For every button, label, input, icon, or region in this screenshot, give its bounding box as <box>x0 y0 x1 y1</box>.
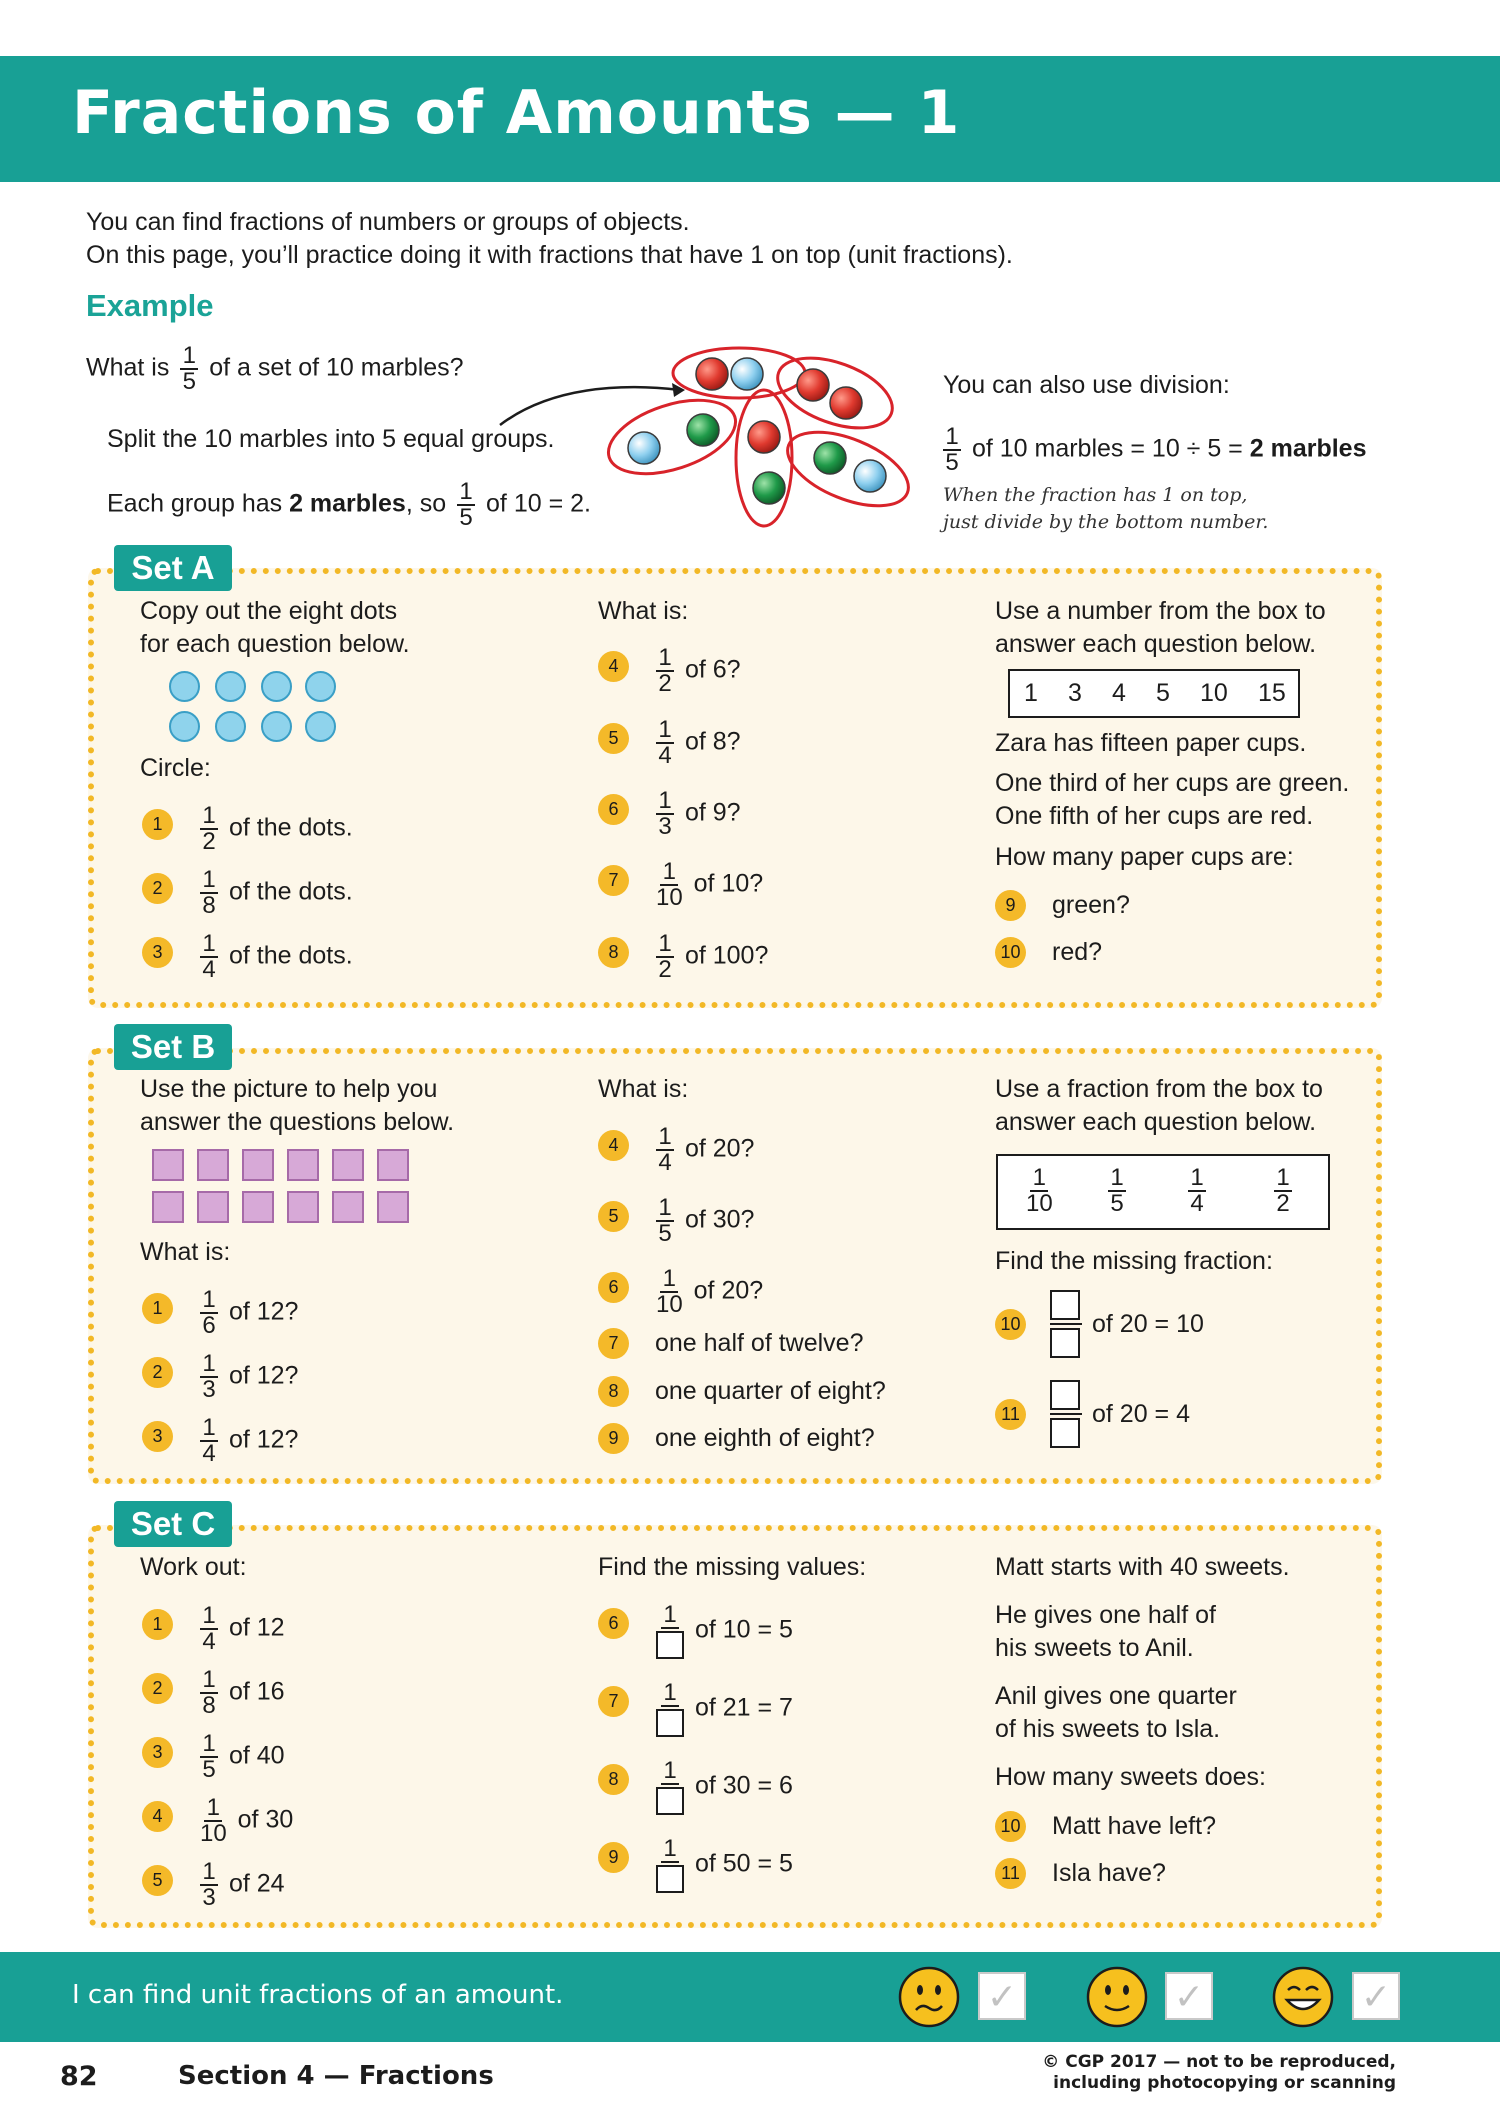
dot <box>169 711 200 742</box>
square <box>197 1191 229 1223</box>
set-c-col2-heading: Find the missing values: <box>598 1553 867 1581</box>
question: Matt have left? <box>1052 1812 1216 1840</box>
question-number: 4 <box>142 1801 173 1832</box>
question-number: 1 <box>142 1293 173 1324</box>
fraction: $\frac{1}{10}$ <box>656 1265 683 1318</box>
green-marble <box>753 472 785 504</box>
fraction: $\frac{1}{10}$ <box>656 858 683 911</box>
question-number: 8 <box>598 937 629 968</box>
example-note-1: When the fraction has 1 on top, <box>943 484 1248 506</box>
zara-line-1: Zara has fifteen paper cups. <box>995 729 1307 757</box>
question-number: 10 <box>995 937 1026 968</box>
fraction: $\frac{1}{8}$ <box>200 868 218 918</box>
question: Isla have? <box>1052 1859 1166 1887</box>
fraction: $\frac{1}{8}$ <box>200 1668 218 1718</box>
happy-face-icon <box>1272 1966 1334 2028</box>
fraction: $\frac{1}{4}$ <box>656 1125 674 1175</box>
set-a-col3-instruction-1: Use a number from the box to <box>995 597 1326 625</box>
fraction: $\frac{1}{3}$ <box>656 789 674 839</box>
set-b-tab: Set B <box>114 1024 232 1070</box>
red-marble <box>748 421 780 453</box>
square <box>377 1191 409 1223</box>
fraction: $\frac{1}{5}$ <box>943 425 961 475</box>
question: $\frac{1}{10}$ of 20? <box>656 1265 764 1318</box>
box-number: 1 <box>1024 679 1038 707</box>
question-number: 7 <box>598 1328 629 1359</box>
fraction: $\frac{1}{3}$ <box>200 1860 218 1910</box>
question: 1 of 30 = 6 <box>652 1759 793 1815</box>
square <box>287 1149 319 1181</box>
intro-line-1: You can find fractions of numbers or groups of objects. <box>86 208 690 236</box>
question-number: 8 <box>598 1764 629 1795</box>
question: $\frac{1}{3}$ of 24 <box>196 1860 285 1910</box>
fraction: $\frac{1}{4}$ <box>1188 1166 1206 1216</box>
question-number: 7 <box>598 865 629 896</box>
fraction: 1 <box>656 1837 684 1893</box>
question-number: 11 <box>995 1399 1026 1430</box>
fraction: $\frac{1}{5}$ <box>656 1196 674 1246</box>
question-number: 2 <box>142 873 173 904</box>
fraction: $\frac{1}{5}$ <box>200 1732 218 1782</box>
question-number: 9 <box>598 1423 629 1454</box>
set-b-instruction-1: Use the picture to help you <box>140 1075 438 1103</box>
example-split-text: Split the 10 marbles into 5 equal groups. <box>107 425 555 453</box>
green-marble <box>814 442 846 474</box>
number-box <box>1008 669 1300 718</box>
box-number: 4 <box>1112 679 1126 707</box>
fraction: $\frac{1}{4}$ <box>200 1416 218 1466</box>
question-number: 3 <box>142 937 173 968</box>
box-number: 5 <box>1156 679 1170 707</box>
question-number: 8 <box>598 1376 629 1407</box>
answer-box[interactable] <box>656 1631 684 1659</box>
fraction: $\frac{1}{6}$ <box>200 1288 218 1338</box>
circle-label: Circle: <box>140 754 211 782</box>
dot <box>215 671 246 702</box>
red-marble <box>830 387 862 419</box>
question-number: 2 <box>142 1357 173 1388</box>
fraction: $\frac{1}{10}$ <box>1026 1164 1053 1217</box>
box-number: 10 <box>1200 679 1228 707</box>
page-title: Fractions of Amounts — 1 <box>72 78 961 148</box>
dot <box>261 711 292 742</box>
square <box>152 1191 184 1223</box>
question: $\frac{1}{8}$ of the dots. <box>196 868 353 918</box>
question: of 20 = 10 <box>1092 1310 1204 1338</box>
set-a-tab: Set A <box>114 545 232 591</box>
question-number: 1 <box>142 809 173 840</box>
example-question: What is $\frac{1}{5}$ of a set of 10 marbles? <box>86 342 464 395</box>
question: one quarter of eight? <box>655 1377 886 1405</box>
zara-line-4: How many paper cups are: <box>995 843 1294 871</box>
question: $\frac{1}{5}$ of 40 <box>196 1732 285 1782</box>
checkbox-confident[interactable]: ✓ <box>1352 1972 1400 2020</box>
question-number: 5 <box>598 723 629 754</box>
question-number: 2 <box>142 1673 173 1704</box>
set-b-what-is: What is: <box>140 1238 231 1266</box>
example-heading: Example <box>86 288 214 323</box>
question-number: 9 <box>995 890 1026 921</box>
fraction: $\frac{1}{2}$ <box>1274 1166 1292 1216</box>
square <box>377 1149 409 1181</box>
answer-box[interactable] <box>656 1787 684 1815</box>
fraction: 1 <box>656 1759 684 1815</box>
question-number: 5 <box>598 1201 629 1232</box>
worried-face-icon <box>898 1966 960 2028</box>
question: $\frac{1}{4}$ of 20? <box>652 1125 754 1175</box>
square <box>332 1149 364 1181</box>
marble-group-ring <box>736 390 792 526</box>
question-number: 10 <box>995 1309 1026 1340</box>
fraction-box <box>996 1154 1330 1230</box>
set-a-col3-instruction-2: answer each question below. <box>995 630 1317 658</box>
fraction: $\frac{1}{5}$ <box>457 480 475 530</box>
numerator-box[interactable] <box>1050 1380 1080 1410</box>
fraction: $\frac{1}{4}$ <box>656 718 674 768</box>
example-each-group: Each group has 2 marbles, so $\frac{1}{5}$ of 10 = 2. <box>107 478 591 531</box>
question-number: 6 <box>598 1608 629 1639</box>
set-a-instruction-1: Copy out the eight dots <box>140 597 398 625</box>
question-number: 6 <box>598 1272 629 1303</box>
zara-line-3: One fifth of her cups are red. <box>995 802 1314 830</box>
zara-line-2: One third of her cups are green. <box>995 769 1350 797</box>
question: 1 of 21 = 7 <box>652 1681 793 1737</box>
question: $\frac{1}{4}$ of 12 <box>196 1604 285 1654</box>
fraction: $\frac{1}{2}$ <box>656 646 674 696</box>
fraction: 1 <box>656 1681 684 1737</box>
self-assessment-bar <box>0 1952 1500 2042</box>
set-b-col3-instruction-2: answer each question below. <box>995 1108 1317 1136</box>
green-marble <box>687 414 719 446</box>
question-number: 11 <box>995 1858 1026 1889</box>
red-marble <box>797 369 829 401</box>
fraction: $\frac{1}{3}$ <box>200 1352 218 1402</box>
question: $\frac{1}{8}$ of 16 <box>196 1668 285 1718</box>
question-number: 4 <box>598 651 629 682</box>
fraction: $\frac{1}{5}$ <box>180 344 198 394</box>
dot <box>169 671 200 702</box>
section-label: Section 4 — Fractions <box>178 2061 494 2091</box>
square <box>242 1149 274 1181</box>
question: $\frac{1}{2}$ of 100? <box>652 932 768 982</box>
copyright-line-1: © CGP 2017 — not to be reproduced, <box>1042 2052 1396 2072</box>
question: of 20 = 4 <box>1092 1400 1190 1428</box>
set-a-col2-heading: What is: <box>598 597 689 625</box>
set-b-col3-instruction-1: Use a fraction from the box to <box>995 1075 1323 1103</box>
numerator-box[interactable] <box>1050 1290 1080 1320</box>
matt-line-2a: He gives one half of <box>995 1601 1216 1629</box>
square <box>242 1191 274 1223</box>
blue-marble <box>854 460 886 492</box>
red-marble <box>696 358 728 390</box>
fraction: $\frac{1}{4}$ <box>200 932 218 982</box>
example-arrow <box>500 387 680 425</box>
square <box>152 1149 184 1181</box>
fraction: 1 <box>656 1603 684 1659</box>
question: $\frac{1}{5}$ of 30? <box>652 1196 754 1246</box>
self-assessment-statement: I can find unit fractions of an amount. <box>72 1980 564 2010</box>
square <box>332 1191 364 1223</box>
question-number: 3 <box>142 1421 173 1452</box>
blue-marble <box>731 358 763 390</box>
fraction: $\frac{1}{2}$ <box>656 932 674 982</box>
dot <box>261 671 292 702</box>
question: red? <box>1052 938 1103 966</box>
question: $\frac{1}{10}$ of 30 <box>200 1794 294 1847</box>
matt-line-1: Matt starts with 40 sweets. <box>995 1553 1290 1581</box>
missing-fraction <box>1050 1380 1082 1448</box>
question: 1 of 10 = 5 <box>652 1603 793 1659</box>
question: one half of twelve? <box>655 1329 864 1357</box>
division-heading: You can also use division: <box>943 371 1230 399</box>
question: $\frac{1}{6}$ of 12? <box>196 1288 298 1338</box>
set-a-instruction-2: for each question below. <box>140 630 410 658</box>
question: $\frac{1}{4}$ of 8? <box>652 718 741 768</box>
question: $\frac{1}{4}$ of the dots. <box>196 932 353 982</box>
question: $\frac{1}{10}$ of 10? <box>656 858 764 911</box>
set-c-tab: Set C <box>114 1501 232 1547</box>
dot <box>215 711 246 742</box>
question-number: 4 <box>598 1130 629 1161</box>
question: $\frac{1}{2}$ of 6? <box>652 646 741 696</box>
dot <box>305 711 336 742</box>
fraction: $\frac{1}{10}$ <box>200 1794 227 1847</box>
page-number: 82 <box>60 2061 98 2092</box>
set-b-instruction-2: answer the questions below. <box>140 1108 455 1136</box>
fraction: $\frac{1}{2}$ <box>200 804 218 854</box>
question: $\frac{1}{4}$ of 12? <box>196 1416 298 1466</box>
question-number: 3 <box>142 1737 173 1768</box>
matt-line-3b: of his sweets to Isla. <box>995 1715 1221 1743</box>
question-number: 5 <box>142 1865 173 1896</box>
checkbox-ok[interactable]: ✓ <box>1165 1972 1213 2020</box>
denominator-box[interactable] <box>1050 1418 1080 1448</box>
checkbox-worried[interactable]: ✓ <box>978 1972 1026 2020</box>
square <box>287 1191 319 1223</box>
matt-line-2b: his sweets to Anil. <box>995 1634 1194 1662</box>
missing-fraction <box>1050 1290 1082 1358</box>
question: 1 of 50 = 5 <box>652 1837 793 1893</box>
title-bar <box>0 56 1500 182</box>
set-b-col2-heading: What is: <box>598 1075 689 1103</box>
question: green? <box>1052 891 1130 919</box>
division-line: $\frac{1}{5}$ of 10 marbles = 10 ÷ 5 = 2 marbles <box>943 425 1366 475</box>
box-number: 3 <box>1068 679 1082 707</box>
set-c-col1-heading: Work out: <box>140 1553 247 1581</box>
question: $\frac{1}{3}$ of 12? <box>196 1352 298 1402</box>
box-number: 15 <box>1258 679 1286 707</box>
answer-box[interactable] <box>656 1865 684 1893</box>
question-number: 9 <box>598 1842 629 1873</box>
fraction: $\frac{1}{5}$ <box>1108 1166 1126 1216</box>
marbles-illustration <box>490 345 910 535</box>
marble-group-ring <box>777 417 910 521</box>
neutral-face-icon <box>1086 1966 1148 2028</box>
blue-marble <box>628 432 660 464</box>
question-number: 10 <box>995 1811 1026 1842</box>
question-number: 7 <box>598 1686 629 1717</box>
answer-box[interactable] <box>656 1709 684 1737</box>
intro-line-2: On this page, you’ll practice doing it with fractions that have 1 on top (unit fractions). <box>86 241 1013 269</box>
question: $\frac{1}{3}$ of 9? <box>652 789 741 839</box>
question: one eighth of eight? <box>655 1424 875 1452</box>
example-note-2: just divide by the bottom number. <box>943 511 1269 533</box>
find-missing-label: Find the missing fraction: <box>995 1247 1273 1275</box>
marble-group-ring <box>599 386 744 488</box>
copyright <box>1042 2052 1396 2094</box>
fraction: $\frac{1}{4}$ <box>200 1604 218 1654</box>
question: $\frac{1}{2}$ of the dots. <box>196 804 353 854</box>
matt-line-3a: Anil gives one quarter <box>995 1682 1237 1710</box>
dot <box>305 671 336 702</box>
question-number: 1 <box>142 1609 173 1640</box>
matt-line-4: How many sweets does: <box>995 1763 1266 1791</box>
denominator-box[interactable] <box>1050 1328 1080 1358</box>
copyright-line-2: including photocopying or scanning <box>1053 2073 1396 2093</box>
question-number: 6 <box>598 794 629 825</box>
square <box>197 1149 229 1181</box>
